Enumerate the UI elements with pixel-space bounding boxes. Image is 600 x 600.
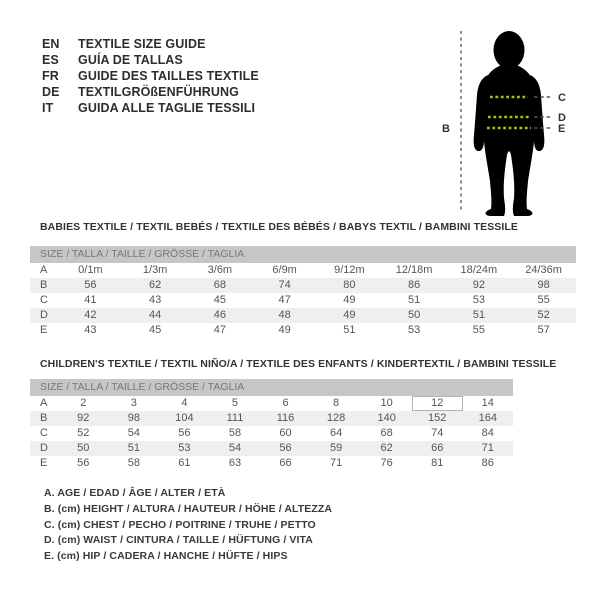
table-cell: 66 (431, 442, 444, 454)
row-label: C (40, 294, 48, 306)
table-cell: 86 (481, 457, 494, 469)
table-row-d (30, 441, 513, 456)
table-cell: 61 (178, 457, 191, 469)
table-cell: 66 (279, 457, 292, 469)
table-row-b (30, 411, 513, 426)
table-cell: 68 (213, 279, 226, 291)
table-cell: 56 (279, 442, 292, 454)
row-label: E (40, 324, 48, 336)
table-cell: 4 (181, 397, 188, 409)
legend-height: B. (cm) HEIGHT / ALTURA / HAUTEUR / HÖHE / ALTEZZA (44, 502, 333, 515)
table-row-c (30, 426, 513, 441)
table-cell: 92 (77, 412, 90, 424)
row-label: D (40, 309, 48, 321)
table-cell: 55 (472, 324, 485, 336)
table-cell: 86 (408, 279, 421, 291)
table-cell: 2 (80, 397, 87, 409)
table-row-a (30, 396, 513, 411)
table-cell: 52 (77, 427, 90, 439)
table-cell: 9/12m (334, 264, 365, 276)
table-cell: 14 (481, 397, 494, 409)
table-cell: 140 (377, 412, 396, 424)
table-cell: 58 (127, 457, 140, 469)
language-label: GUIDE DES TAILLES TEXTILE (78, 69, 259, 83)
table-cell: 53 (472, 294, 485, 306)
children-table-header: SIZE / TALLA / TAILLE / GRÖSSE / TAGLIA (30, 379, 513, 396)
table-cell: 43 (149, 294, 162, 306)
figure-label-height: B (442, 123, 450, 135)
table-cell: 64 (329, 427, 343, 439)
table-cell: 54 (127, 427, 140, 439)
table-cell: 56 (84, 279, 97, 291)
table-cell: 56 (77, 457, 90, 469)
table-row-d (30, 308, 576, 323)
table-cell: 92 (472, 279, 485, 291)
table-cell: 44 (149, 309, 162, 321)
language-label: GUÍA DE TALLAS (78, 53, 183, 67)
highlighted-size-cell: 12 (412, 396, 463, 411)
children-table-title: CHILDREN'S TEXTILE / TEXTIL NIÑO/A / TEXTILE DES ENFANTS / KINDERTEXTIL / BAMBINI TESSILE (40, 358, 557, 370)
table-cell: 55 (537, 294, 550, 306)
table-row-c (30, 293, 576, 308)
table-cell: 111 (226, 412, 244, 424)
table-cell: 98 (537, 279, 550, 291)
babies-table-header: SIZE / TALLA / TAILLE / GRÖSSE / TAGLIA (30, 246, 576, 263)
table-row-e (30, 323, 576, 338)
child-silhouette (474, 31, 545, 216)
child-silhouette-figure (438, 13, 600, 231)
table-cell: 49 (278, 324, 291, 336)
table-cell: 51 (472, 309, 485, 321)
legend-chest: C. (cm) CHEST / PECHO / POITRINE / TRUHE / PETTO (44, 518, 316, 531)
table-row-a (30, 263, 576, 278)
table-cell: 74 (278, 279, 291, 291)
measurement-figure (438, 13, 600, 231)
table-cell: 51 (408, 294, 421, 306)
table-row-e (30, 456, 513, 471)
table-cell: 0/1m (78, 264, 103, 276)
table-cell: 10 (380, 397, 393, 409)
children-size-table (30, 379, 513, 471)
table-cell: 71 (481, 442, 494, 454)
table-cell: 48 (278, 309, 291, 321)
table-cell: 47 (278, 294, 291, 306)
table-cell: 63 (228, 457, 242, 469)
table-cell: 80 (343, 279, 356, 291)
table-cell: 45 (149, 324, 162, 336)
table-cell: 49 (343, 294, 356, 306)
language-code: FR (42, 69, 59, 83)
language-label: TEXTILGRÖßENFÜHRUNG (78, 85, 239, 99)
babies-table-title: BABIES TEXTILE / TEXTIL BEBÉS / TEXTILE DES BÉBÉS / BABYS TEXTIL / BAMBINI TESSILE (40, 221, 519, 233)
table-cell: 41 (84, 294, 97, 306)
row-label: E (40, 457, 48, 469)
table-cell: 164 (478, 412, 497, 424)
row-label: A (40, 397, 48, 409)
table-cell: 46 (213, 309, 226, 321)
row-label: B (40, 412, 48, 424)
table-cell: 74 (431, 427, 444, 439)
language-row-es (42, 52, 259, 68)
table-cell: 98 (127, 412, 140, 424)
figure-label-hip: E (558, 123, 566, 135)
table-cell: 60 (279, 427, 292, 439)
table-cell: 53 (408, 324, 421, 336)
table-cell: 59 (329, 442, 343, 454)
legend-age: A. AGE / EDAD / ÂGE / ALTER / ETÀ (44, 487, 226, 499)
table-cell: 43 (84, 324, 97, 336)
table-cell: 3/6m (207, 264, 233, 276)
table-cell: 57 (537, 324, 550, 336)
table-cell: 128 (326, 412, 346, 424)
row-label: B (40, 279, 48, 291)
table-cell: 1/3m (142, 264, 168, 276)
language-row-fr (42, 68, 259, 84)
table-cell: 58 (228, 427, 242, 439)
table-cell: 50 (408, 309, 421, 321)
silhouette-torso-legs (482, 65, 537, 216)
language-label: TEXTILE SIZE GUIDE (78, 37, 206, 51)
figure-label-waist: D (558, 112, 566, 124)
table-cell: 116 (276, 412, 295, 424)
table-cell: 152 (428, 412, 447, 424)
table-row-b (30, 278, 576, 293)
language-code: ES (42, 53, 59, 67)
table-cell: 24/36m (525, 264, 562, 276)
table-cell: 12/18m (395, 264, 433, 276)
table-cell: 68 (380, 427, 393, 439)
measurement-legend (44, 486, 332, 565)
table-cell: 62 (380, 442, 393, 454)
table-cell: 76 (380, 457, 393, 469)
legend-waist: D. (cm) WAIST / CINTURA / TAILLE / HÜFTUNG / VITA (44, 534, 313, 547)
language-code: DE (42, 85, 60, 99)
figure-label-chest: C (558, 92, 566, 104)
table-cell: 71 (329, 457, 343, 469)
language-code: EN (42, 37, 60, 51)
table-cell: 52 (537, 309, 550, 321)
language-row-it (42, 100, 259, 116)
table-cell: 56 (178, 427, 191, 439)
language-code: IT (42, 101, 54, 115)
row-label: D (40, 442, 48, 454)
table-cell: 84 (481, 427, 494, 439)
table-cell: 62 (149, 279, 162, 291)
table-cell: 51 (343, 324, 356, 336)
table-cell: 3 (130, 397, 137, 409)
table-cell: 6 (282, 397, 289, 409)
language-row-en (42, 36, 259, 52)
row-label: A (40, 264, 48, 276)
table-cell: 104 (175, 412, 194, 424)
language-row-de (42, 84, 259, 100)
table-cell: 5 (231, 397, 239, 409)
language-list (42, 36, 259, 116)
table-cell: 49 (343, 309, 356, 321)
table-cell: 53 (178, 442, 191, 454)
table-cell: 8 (333, 397, 340, 409)
table-cell: 45 (213, 294, 226, 306)
legend-hip: E. (cm) HIP / CADERA / HANCHE / HÜFTE / HIPS (44, 550, 288, 563)
table-cell: 54 (228, 442, 242, 454)
row-label: C (40, 427, 48, 439)
table-cell: 42 (84, 309, 97, 321)
table-cell: 81 (431, 457, 444, 469)
table-cell: 6/9m (272, 264, 297, 276)
babies-size-table (30, 246, 576, 338)
language-label: GUIDA ALLE TAGLIE TESSILI (78, 101, 256, 115)
table-cell: 51 (127, 442, 140, 454)
table-cell: 50 (77, 442, 90, 454)
table-cell: 47 (213, 324, 226, 336)
table-cell: 18/24m (460, 264, 498, 276)
